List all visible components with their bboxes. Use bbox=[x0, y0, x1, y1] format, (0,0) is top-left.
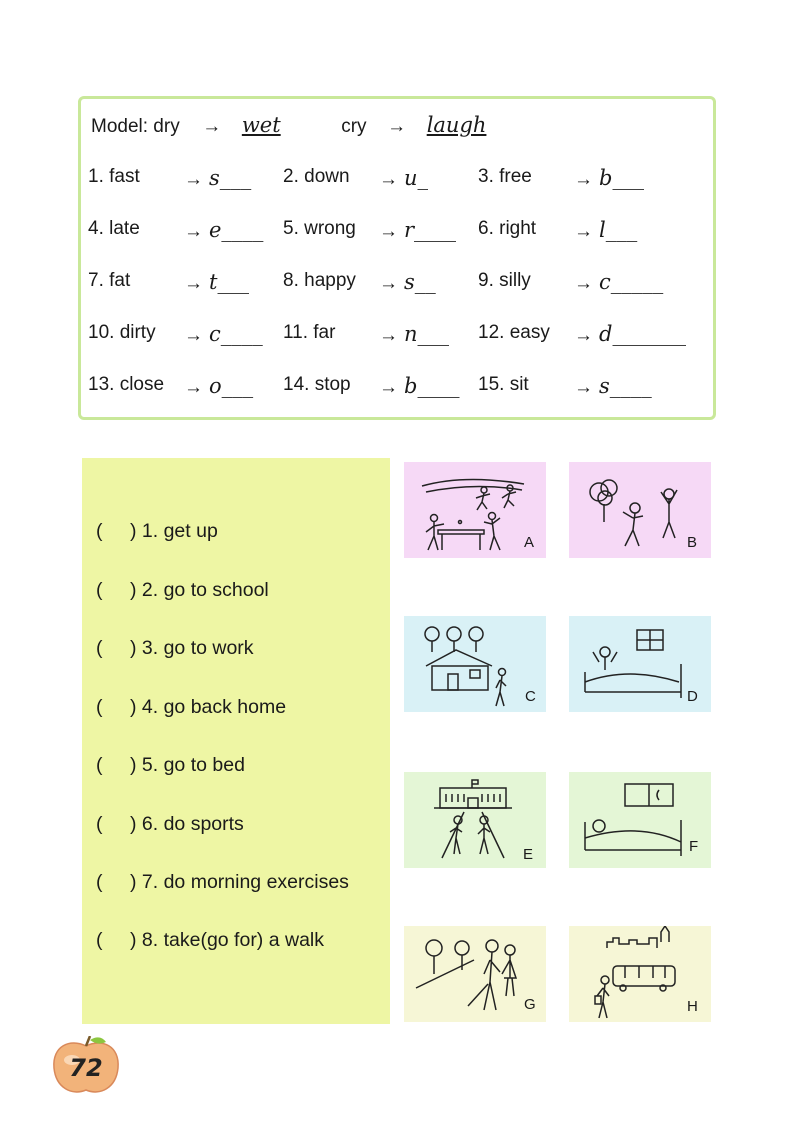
picture-f-letter: F bbox=[689, 838, 699, 855]
hint-letters: l___ bbox=[599, 218, 638, 242]
picture-f-go-to-bed bbox=[569, 772, 711, 868]
hint-letters: c____ bbox=[209, 322, 263, 346]
antonym-answer-hint bbox=[574, 218, 637, 243]
hint-letters: s___ bbox=[209, 166, 252, 190]
antonym-answer-hint bbox=[379, 270, 436, 295]
hint-letters: d_______ bbox=[599, 322, 686, 346]
hint-letters: b___ bbox=[599, 166, 644, 190]
model-row bbox=[91, 113, 486, 138]
hint-letters: s__ bbox=[404, 270, 436, 294]
antonym-word: 13. close bbox=[88, 374, 165, 395]
phrase-item: ( ) 6. do sports bbox=[96, 813, 244, 835]
picture-a-sports bbox=[404, 462, 546, 558]
antonym-word: 6. right bbox=[478, 218, 537, 239]
antonym-item bbox=[283, 270, 436, 294]
antonym-answer-hint bbox=[574, 374, 652, 399]
antonym-item bbox=[478, 374, 652, 398]
antonym-word: 14. stop bbox=[283, 374, 351, 395]
antonym-item bbox=[283, 374, 460, 398]
antonym-answer-hint bbox=[379, 166, 428, 191]
antonym-answer-hint bbox=[184, 270, 249, 295]
antonym-word: 12. easy bbox=[478, 322, 550, 343]
arrow: → bbox=[574, 273, 593, 294]
picture-g-walk bbox=[404, 926, 546, 1022]
phrase-item: ( ) 8. take(go for) a walk bbox=[96, 929, 324, 951]
picture-b-letter: B bbox=[687, 534, 698, 551]
antonym-word: 7. fat bbox=[88, 270, 131, 291]
antonym-item bbox=[478, 166, 644, 190]
antonym-item bbox=[283, 322, 450, 346]
hint-letters: o___ bbox=[209, 374, 254, 398]
antonym-word: 9. silly bbox=[478, 270, 531, 291]
antonym-word: 10. dirty bbox=[88, 322, 156, 343]
antonym-word: 4. late bbox=[88, 218, 140, 239]
picture-h-work bbox=[569, 926, 711, 1022]
antonym-item bbox=[88, 270, 249, 294]
picture-d-letter: D bbox=[687, 688, 698, 705]
antonym-item bbox=[88, 218, 264, 242]
antonym-item bbox=[88, 322, 263, 346]
arrow: → bbox=[379, 377, 398, 398]
picture-a-letter: A bbox=[524, 534, 535, 551]
antonym-item bbox=[478, 322, 686, 346]
phrase-item: ( ) 1. get up bbox=[96, 520, 218, 542]
hint-letters: t___ bbox=[209, 270, 249, 294]
arrow: → bbox=[184, 221, 203, 242]
antonym-exercise-box bbox=[78, 96, 716, 420]
arrow: → bbox=[574, 169, 593, 190]
picture-h-letter: H bbox=[687, 998, 698, 1015]
model-word-cry: cry bbox=[341, 116, 367, 137]
antonym-word: 11. far bbox=[283, 322, 336, 343]
phrase-item: ( ) 2. go to school bbox=[96, 579, 269, 601]
antonym-answer-hint bbox=[379, 322, 449, 347]
antonym-answer-hint bbox=[379, 218, 456, 243]
antonym-answer-hint bbox=[184, 374, 253, 399]
phrase-item: ( ) 3. go to work bbox=[96, 637, 254, 659]
matching-phrases-panel bbox=[82, 458, 390, 1024]
picture-d-get-up bbox=[569, 616, 711, 712]
arrow: → bbox=[574, 377, 593, 398]
hint-letters: r____ bbox=[404, 218, 457, 242]
model-answer-laugh: laugh bbox=[426, 113, 487, 137]
antonym-answer-hint bbox=[574, 166, 644, 191]
model-label: Model: dry bbox=[91, 116, 180, 137]
hint-letters: c_____ bbox=[599, 270, 664, 294]
antonym-answer-hint bbox=[184, 218, 263, 243]
arrow: → bbox=[184, 377, 203, 398]
antonym-word: 2. down bbox=[283, 166, 350, 187]
arrow: → bbox=[184, 325, 203, 346]
hint-letters: e____ bbox=[209, 218, 264, 242]
antonym-item bbox=[88, 374, 254, 398]
antonym-answer-hint bbox=[184, 322, 263, 347]
picture-c-letter: C bbox=[525, 688, 536, 705]
antonym-word: 15. sit bbox=[478, 374, 529, 395]
arrow: → bbox=[379, 169, 398, 190]
antonym-answer-hint bbox=[184, 166, 251, 191]
phrase-item: ( ) 7. do morning exercises bbox=[96, 871, 349, 893]
antonym-item bbox=[283, 218, 457, 242]
arrow: → bbox=[379, 273, 398, 294]
phrase-item: ( ) 5. go to bed bbox=[96, 754, 245, 776]
picture-b-exercises bbox=[569, 462, 711, 558]
page-number-apple bbox=[50, 1036, 122, 1103]
model-arrow: → bbox=[202, 116, 222, 137]
antonym-item bbox=[478, 218, 638, 242]
antonym-item bbox=[283, 166, 429, 190]
arrow: → bbox=[184, 273, 203, 294]
antonym-word: 8. happy bbox=[283, 270, 356, 291]
page-number: 72 bbox=[69, 1054, 103, 1082]
antonym-word: 3. free bbox=[478, 166, 532, 187]
antonym-answer-hint bbox=[574, 322, 686, 347]
arrow: → bbox=[379, 325, 398, 346]
phrase-item: ( ) 4. go back home bbox=[96, 696, 287, 718]
hint-letters: s____ bbox=[599, 374, 652, 398]
picture-g-letter: G bbox=[524, 996, 536, 1013]
picture-c-home bbox=[404, 616, 546, 712]
arrow: → bbox=[184, 169, 203, 190]
hint-letters: u_ bbox=[404, 166, 429, 190]
antonym-answer-hint bbox=[379, 374, 459, 399]
arrow: → bbox=[379, 221, 398, 242]
picture-e-school bbox=[404, 772, 546, 868]
antonym-item bbox=[88, 166, 252, 190]
antonym-word: 5. wrong bbox=[283, 218, 356, 239]
arrow: → bbox=[574, 325, 593, 346]
arrow: → bbox=[574, 221, 593, 242]
antonym-word: 1. fast bbox=[88, 166, 140, 187]
model-answer-wet: wet bbox=[241, 113, 281, 137]
hint-letters: n___ bbox=[404, 322, 450, 346]
hint-letters: b____ bbox=[404, 374, 460, 398]
picture-e-letter: E bbox=[523, 846, 534, 863]
antonym-answer-hint bbox=[574, 270, 663, 295]
antonym-item bbox=[478, 270, 664, 294]
model-arrow-2: → bbox=[387, 116, 407, 137]
